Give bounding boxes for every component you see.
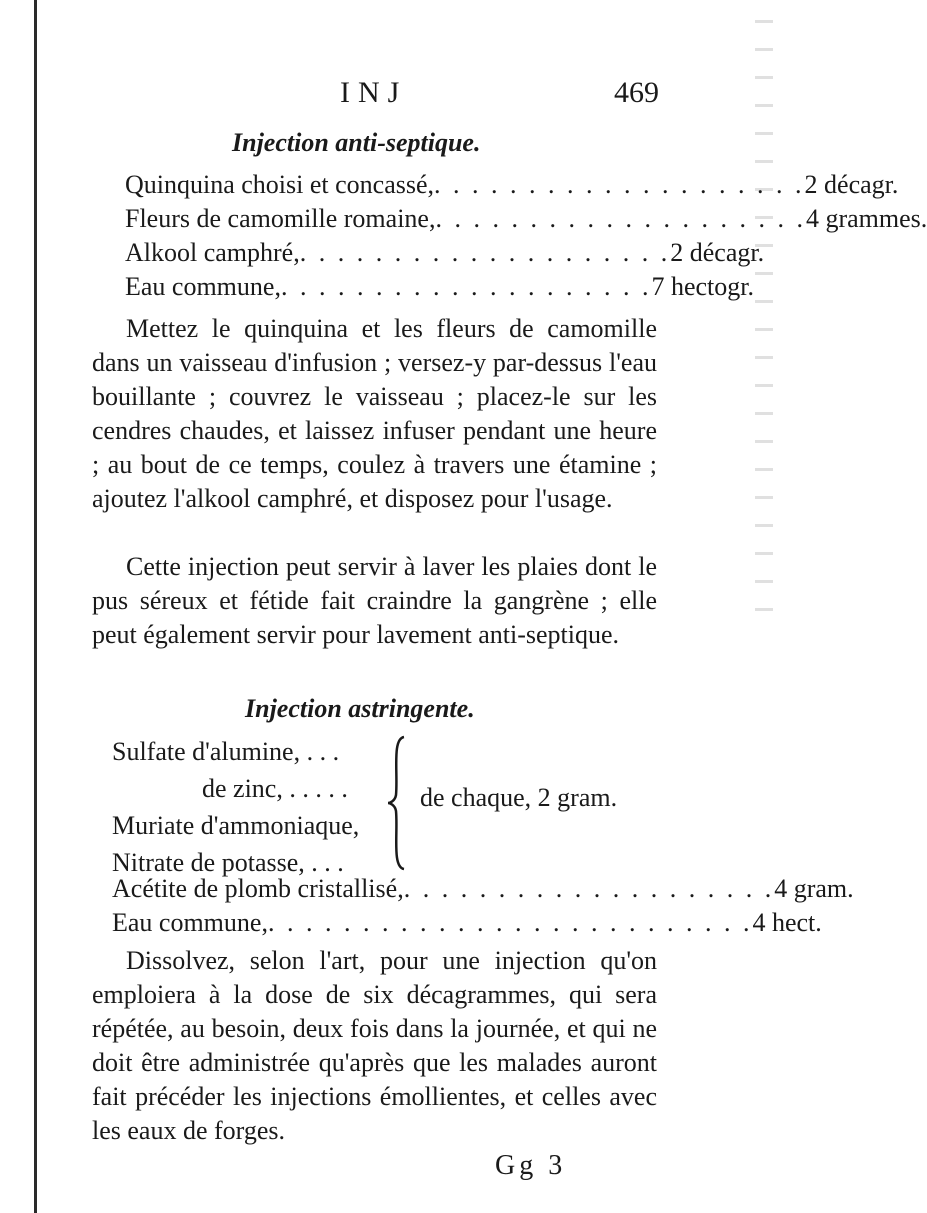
leader-dots: . . . . . . . . . . . . . . . . . . . . (434, 170, 805, 199)
ingredient-name: Eau commune, (125, 272, 281, 301)
ingredient-name: Fleurs de camomille romaine, (125, 204, 436, 233)
bracket-ingredient-list (112, 733, 359, 881)
ingredient-name: Alkool camphré, (125, 238, 300, 267)
running-head: INJ (340, 76, 408, 109)
ingredient-qty: 7 hectogr. (651, 272, 754, 301)
ingredient-row (125, 272, 754, 302)
ingredient-qty: 4 hect. (752, 908, 822, 937)
paragraph-dissolve: Dissolvez, selon l'art, pour une injection qu'on emploiera à la dose de six décagrammes, qui sera répétée, au besoin, deux fois dans la journée, et qui ne doit être administrée qu'après que les malades auront fait précéder les injections émollientes, et celles avec les eaux de forges. (92, 946, 657, 1145)
bleed-through-margin (755, 20, 773, 620)
signature-mark: Gg 3 (495, 1150, 567, 1181)
section-title-antiseptique: Injection anti-septique. (232, 128, 481, 157)
ingredient-row (125, 238, 765, 268)
section-title-astringente: Injection astringente. (245, 694, 475, 723)
ingredient-row (112, 908, 822, 938)
ingredient-row (125, 170, 899, 200)
ingredient-qty: 2 décagr. (804, 170, 899, 199)
leader-dots: . . . . . . . . . . . . . . . . . . . . . . . . . . (267, 908, 753, 937)
curly-brace-icon (386, 733, 416, 873)
ingredient-qty: 2 décagr. (670, 238, 765, 267)
ingredient-name: Acétite de plomb cristallisé, (112, 874, 404, 903)
ingredient-qty: 4 grammes. (805, 204, 927, 233)
bracket-item: Nitrate de potasse, . . . (112, 848, 344, 877)
ingredient-name: Eau commune, (112, 908, 268, 937)
page-edge (34, 0, 37, 1213)
leader-dots: . . . . . . . . . . . . . . . . . . . . (299, 238, 671, 267)
bracket-quantity: de chaque, 2 gram. (420, 783, 618, 812)
bracket-item: Sulfate d'alumine, . . . (112, 737, 340, 766)
page-number: 469 (614, 76, 659, 109)
ingredient-qty: 4 gram. (774, 874, 854, 903)
paragraph-preparation: Mettez le quinquina et les fleurs de camomille dans un vaisseau d'infusion ; versez-y par-dessus l'eau bouillante ; couvrez le vaisseau ; placez-le sur les cendres chaudes, et laissez infuser pendant une heure ; au bout de ce temps, coulez à travers une étamine ; ajoutez l'alkool camphré, et disposez pour l'usage. (92, 314, 657, 513)
bracket-item: Muriate d'ammoniaque, (112, 811, 360, 840)
paragraph-usage: Cette injection peut servir à laver les plaies dont le pus séreux et fétide fait craindre la gangrène ; elle peut également servir pour lavement anti-septique. (92, 552, 657, 649)
leader-dots: . . . . . . . . . . . . . . . . . . . . (435, 204, 806, 233)
leader-dots: . . . . . . . . . . . . . . . . . . . . (403, 874, 775, 903)
ingredient-name: Quinquina choisi et concassé, (125, 170, 435, 199)
leader-dots: . . . . . . . . . . . . . . . . . . . . (280, 272, 652, 301)
ingredient-row (125, 204, 927, 234)
bracket-item: de zinc, . . . . . (202, 774, 348, 803)
ingredient-row (112, 874, 854, 904)
